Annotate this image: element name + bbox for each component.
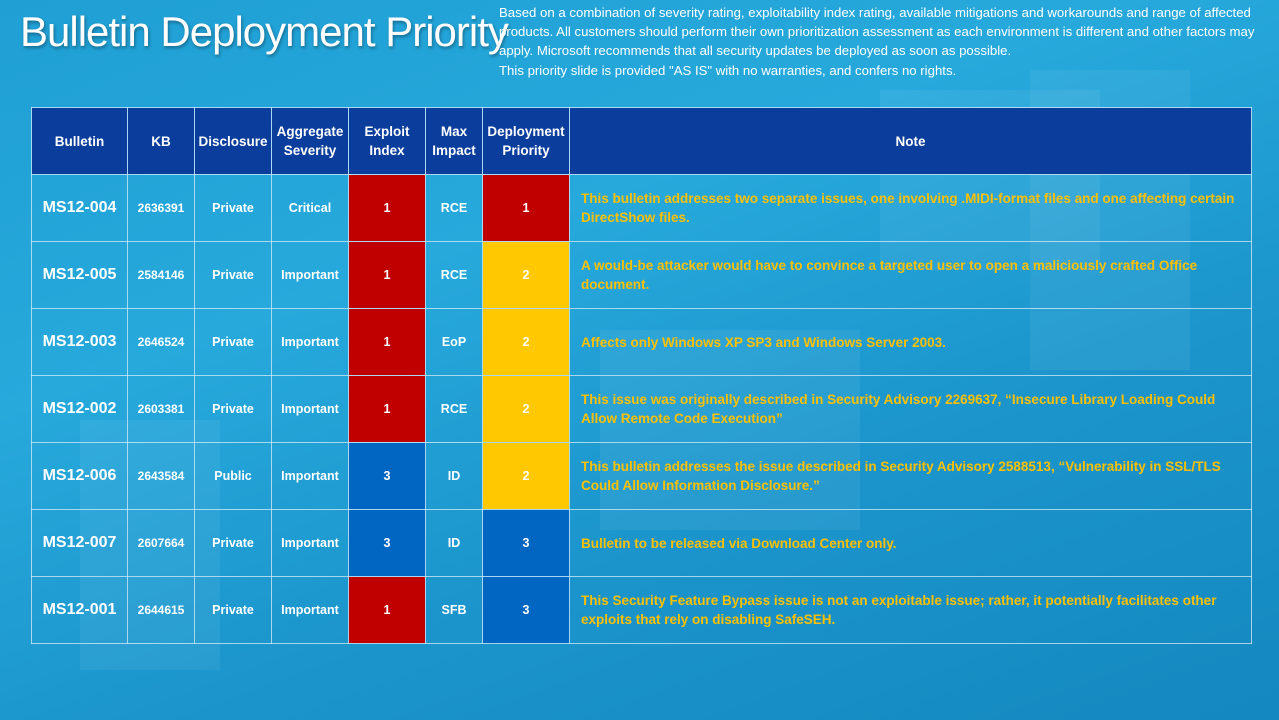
- note-cell: This Security Feature Bypass issue is not an exploitable issue; rather, it potentially facilitates other exploits that rely on disabling SafeSEH.: [570, 577, 1252, 644]
- description: [499, 3, 1274, 80]
- note-cell: A would-be attacker would have to convince a targeted user to open a maliciously crafted Office document.: [570, 242, 1252, 309]
- disclosure-cell: Public: [195, 443, 272, 510]
- deployment-priority-cell: 3: [483, 510, 570, 577]
- max-impact-cell: ID: [426, 443, 483, 510]
- table-row: [32, 443, 1252, 510]
- note-cell: Bulletin to be released via Download Center only.: [570, 510, 1252, 577]
- header-kb: KB: [128, 108, 195, 175]
- severity-cell: Critical: [272, 175, 349, 242]
- severity-cell: Important: [272, 577, 349, 644]
- header-note: Note: [570, 108, 1252, 175]
- disclosure-cell: Private: [195, 510, 272, 577]
- page-title: Bulletin Deployment Priority: [20, 8, 508, 55]
- header-aggregate-severity: Aggregate Severity: [272, 108, 349, 175]
- note-cell: This issue was originally described in Security Advisory 2269637, “Insecure Library Loading Could Allow Remote Code Execution”: [570, 376, 1252, 443]
- severity-cell: Important: [272, 443, 349, 510]
- bulletin-id: MS12-001: [32, 577, 128, 644]
- kb-number: 2607664: [128, 510, 195, 577]
- table-row: [32, 577, 1252, 644]
- kb-number: 2603381: [128, 376, 195, 443]
- note-cell: This bulletin addresses the issue described in Security Advisory 2588513, “Vulnerability in SSL/TLS Could Allow Information Disclosure.”: [570, 443, 1252, 510]
- exploit-index-cell: 1: [349, 577, 426, 644]
- deployment-priority-cell: 2: [483, 309, 570, 376]
- disclosure-cell: Private: [195, 309, 272, 376]
- kb-number: 2584146: [128, 242, 195, 309]
- bulletin-id: MS12-006: [32, 443, 128, 510]
- bulletin-id: MS12-004: [32, 175, 128, 242]
- note-cell: This bulletin addresses two separate issues, one involving .MIDI-format files and one affecting certain DirectShow files.: [570, 175, 1252, 242]
- deployment-priority-cell: 3: [483, 577, 570, 644]
- table-row: [32, 242, 1252, 309]
- max-impact-cell: RCE: [426, 376, 483, 443]
- exploit-index-cell: 3: [349, 443, 426, 510]
- max-impact-cell: RCE: [426, 175, 483, 242]
- deployment-priority-cell: 1: [483, 175, 570, 242]
- header-exploit-index: Exploit Index: [349, 108, 426, 175]
- severity-cell: Important: [272, 376, 349, 443]
- kb-number: 2636391: [128, 175, 195, 242]
- max-impact-cell: RCE: [426, 242, 483, 309]
- header-deployment-priority: Deployment Priority: [483, 108, 570, 175]
- bulletin-id: MS12-007: [32, 510, 128, 577]
- exploit-index-cell: 1: [349, 242, 426, 309]
- header-disclosure: Disclosure: [195, 108, 272, 175]
- disclaimer-paragraph: This priority slide is provided "AS IS" with no warranties, and confers no rights.: [499, 62, 957, 78]
- table-row: [32, 175, 1252, 242]
- severity-cell: Important: [272, 510, 349, 577]
- deployment-priority-cell: 2: [483, 242, 570, 309]
- table-row: [32, 510, 1252, 577]
- bulletin-id: MS12-002: [32, 376, 128, 443]
- disclosure-cell: Private: [195, 376, 272, 443]
- table-row: [32, 309, 1252, 376]
- bulletin-id: MS12-003: [32, 309, 128, 376]
- description-paragraph: Based on a combination of severity rating, exploitability index rating, available mitigations and workarounds and range of affected products. All customers should perform their own prioritization assessment as each environment is different and other factors may apply. Microsoft recommends that all security updates be deployed as soon as possible.: [499, 5, 1255, 59]
- table-row: [32, 376, 1252, 443]
- exploit-index-cell: 1: [349, 309, 426, 376]
- max-impact-cell: EoP: [426, 309, 483, 376]
- disclosure-cell: Private: [195, 242, 272, 309]
- header-bulletin: Bulletin: [32, 108, 128, 175]
- bulletin-id: MS12-005: [32, 242, 128, 309]
- header-max-impact: Max Impact: [426, 108, 483, 175]
- max-impact-cell: SFB: [426, 577, 483, 644]
- kb-number: 2644615: [128, 577, 195, 644]
- exploit-index-cell: 1: [349, 175, 426, 242]
- bulletin-priority-table: [31, 107, 1252, 644]
- severity-cell: Important: [272, 242, 349, 309]
- severity-cell: Important: [272, 309, 349, 376]
- kb-number: 2643584: [128, 443, 195, 510]
- deployment-priority-cell: 2: [483, 376, 570, 443]
- exploit-index-cell: 3: [349, 510, 426, 577]
- note-cell: Affects only Windows XP SP3 and Windows Server 2003.: [570, 309, 1252, 376]
- deployment-priority-cell: 2: [483, 443, 570, 510]
- disclosure-cell: Private: [195, 577, 272, 644]
- disclosure-cell: Private: [195, 175, 272, 242]
- max-impact-cell: ID: [426, 510, 483, 577]
- kb-number: 2646524: [128, 309, 195, 376]
- table-header-row: [32, 108, 1252, 175]
- exploit-index-cell: 1: [349, 376, 426, 443]
